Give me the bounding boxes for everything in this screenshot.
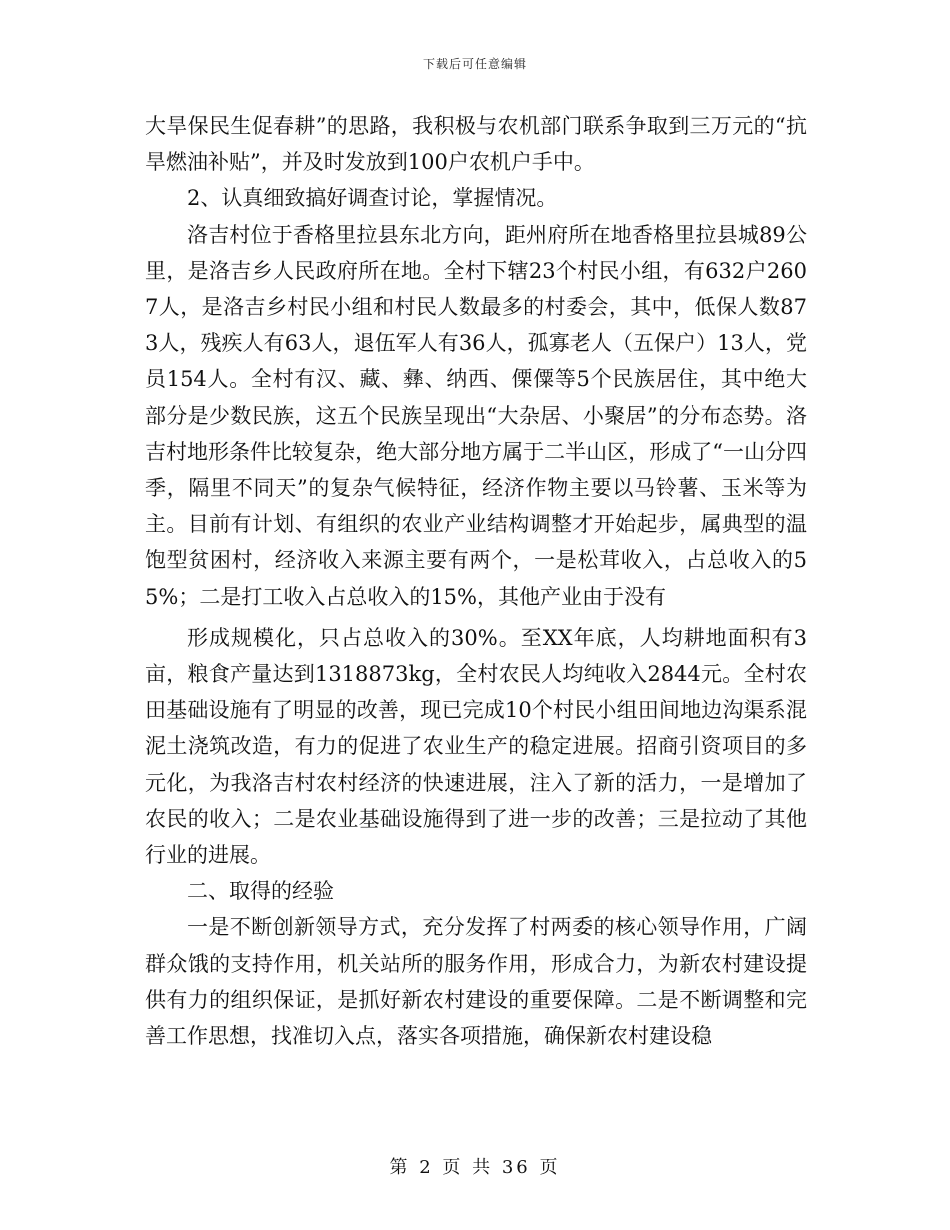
paragraph: 大旱保民生促春耕”的思路，我积极与农机部门联系争取到三万元的“抗旱燃油补贴”，并及时发放到100户农机户手中。	[145, 114, 807, 175]
page-header: 下载后可任意编辑	[422, 57, 527, 71]
paragraph: 形成规模化，只占总收入的30%。至XX年底，人均耕地面积有3亩，粮食产量达到1318873kg，全村农民人均纯收入2844元。全村农田基础设施有了明显的改善，现已完成10个村民小组田间地边沟渠系混泥土浇筑改造，有力的促进了农业生产的稳定进展。招商引资项目的多元化，为我洛吉村农村经济的快速进展，注入了新的活力，一是增加了农民的收入；二是农业基础设施得到了进一步的改善；三是拉动了其他行业的进展。	[145, 625, 807, 868]
document-body	[145, 108, 807, 1054]
page-number: 第 2 页 共 36 页	[389, 1157, 561, 1178]
section-heading: 二、取得的经验	[187, 879, 334, 904]
paragraph: 2、认真细致搞好调查讨论，掌握情况。	[187, 186, 558, 211]
paragraph: 一是不断创新领导方式，充分发挥了村两委的核心领导作用，广阔群众饿的支持作用，机关站所的服务作用，形成合力，为新农村建设提供有力的组织保证，是抓好新农村建设的重要保障。二是不断调整和完善工作思想，找准切入点，落实各项措施，确保新农村建设稳	[145, 915, 807, 1049]
paragraph: 洛吉村位于香格里拉县东北方向，距州府所在地香格里拉县城89公里，是洛吉乡人民政府所在地。全村下辖23个村民小组，有632户2607人，是洛吉乡村民小组和村民人数最多的村委会，其中，低保人数873人，残疾人有63人，退伍军人有36人，孤寡老人（五保户）13人，党员154人。全村有汉、藏、彝、纳西、傈僳等5个民族居住，其中绝大部分是少数民族，这五个民族呈现出“大杂居、小聚居”的分布态势。洛吉村地形条件比较复杂，绝大部分地方属于二半山区，形成了“一山分四季，隔里不同天”的复杂气候特征，经济作物主要以马铃薯、玉米等为主。目前有计划、有组织的农业产业结构调整才开始起步，属典型的温饱型贫困村，经济收入来源主要有两个，一是松茸收入，占总收入的55%；二是打工收入占总收入的15%，其他产业由于没有	[145, 222, 807, 609]
